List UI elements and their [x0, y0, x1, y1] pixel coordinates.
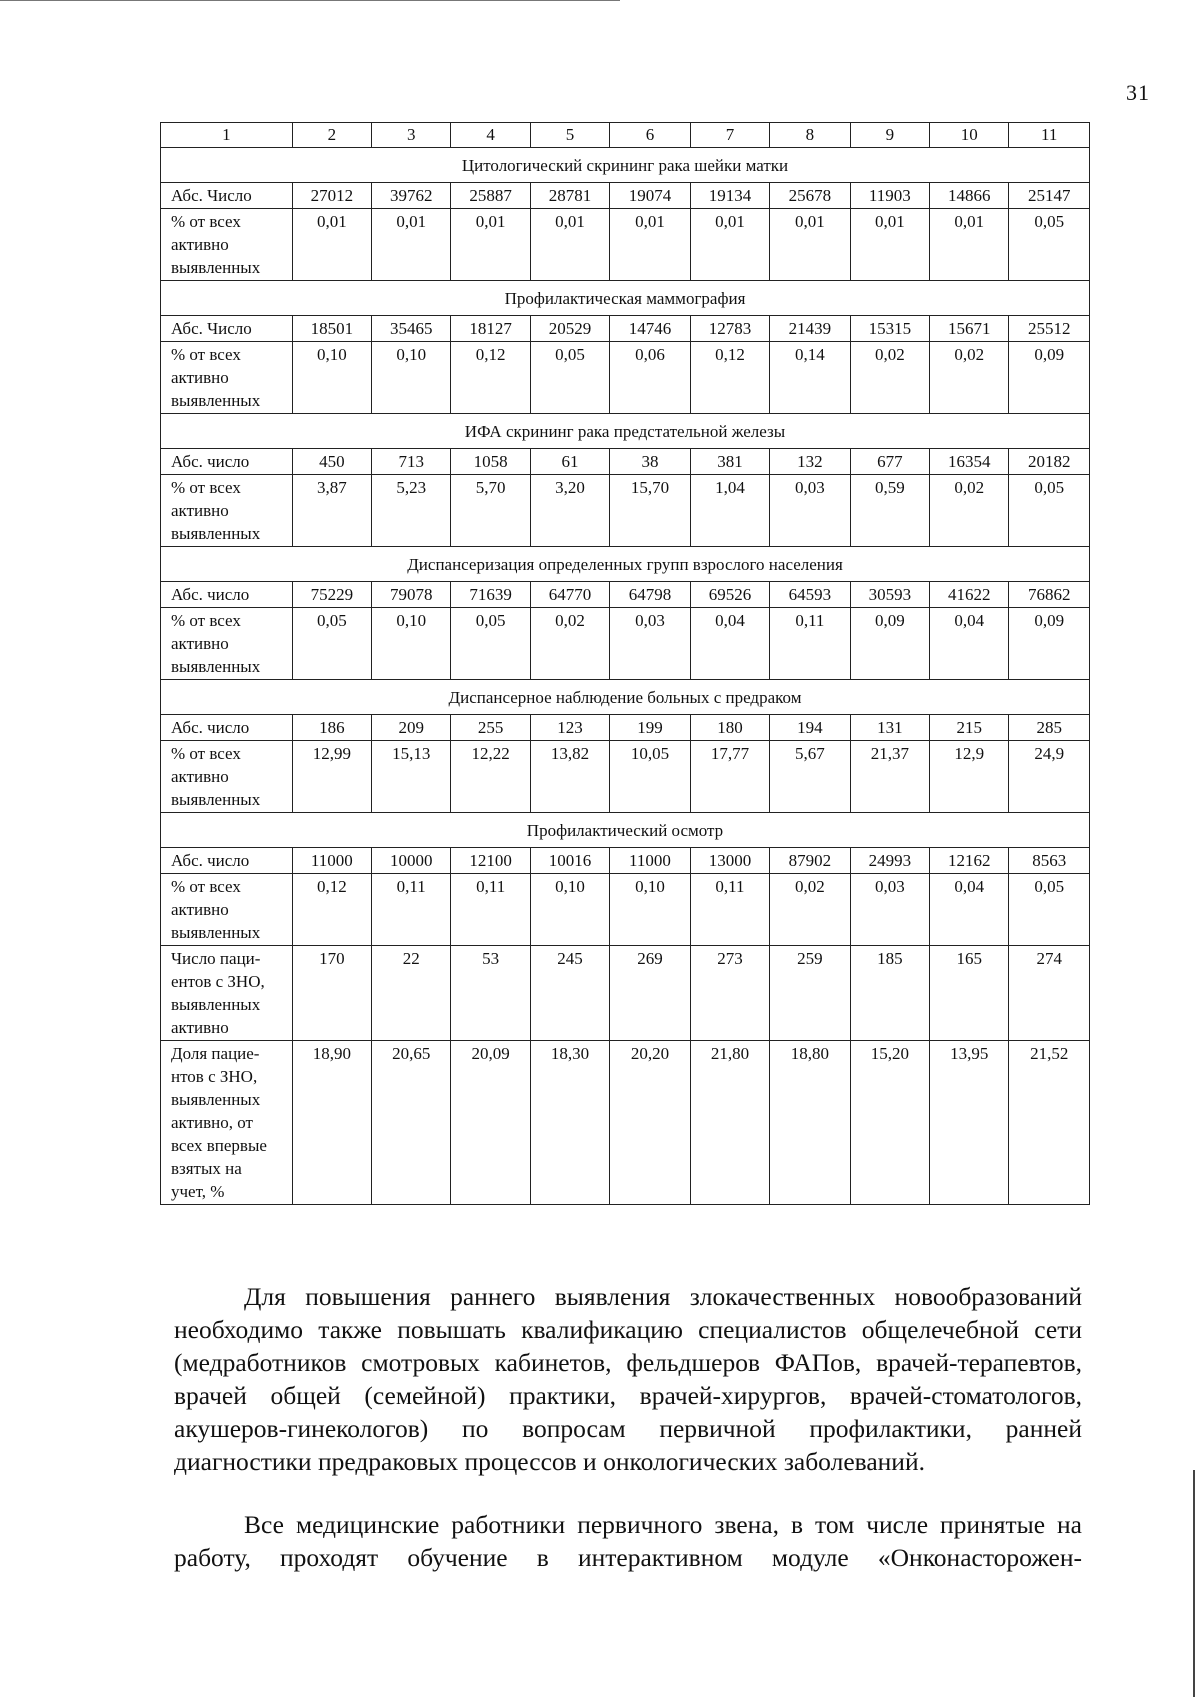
- table-cell: 0,11: [451, 874, 530, 946]
- table-row: [161, 741, 1090, 813]
- table-cell: 209: [372, 715, 451, 741]
- table-cell: 0,01: [451, 209, 530, 281]
- column-header: 4: [451, 123, 530, 148]
- column-header: 7: [690, 123, 769, 148]
- table-cell: 18127: [451, 316, 530, 342]
- table-cell: 215: [930, 715, 1009, 741]
- table-cell: 15,70: [610, 475, 690, 547]
- table-cell: 15315: [850, 316, 929, 342]
- row-label: Абс. Число: [161, 183, 293, 209]
- table-cell: 76862: [1009, 582, 1090, 608]
- right-edge-line: [1193, 1470, 1195, 1697]
- table-cell: 0,11: [372, 874, 451, 946]
- table-header-row: [161, 123, 1090, 148]
- table-cell: 38: [610, 449, 690, 475]
- table-cell: 381: [690, 449, 769, 475]
- row-label: % от всех активно выявленных: [161, 475, 293, 547]
- table-row: [161, 209, 1090, 281]
- table-row: [161, 582, 1090, 608]
- table-cell: 0,09: [1009, 608, 1090, 680]
- section-title: Цитологический скрининг рака шейки матки: [161, 148, 1090, 183]
- table-cell: 0,05: [1009, 209, 1090, 281]
- table-cell: 24993: [850, 848, 929, 874]
- table-cell: 12,22: [451, 741, 530, 813]
- section-title: Профилактический осмотр: [161, 813, 1090, 848]
- table-cell: 450: [292, 449, 371, 475]
- column-header: 2: [292, 123, 371, 148]
- table-cell: 0,04: [690, 608, 769, 680]
- table-cell: 12,99: [292, 741, 371, 813]
- table-cell: 0,02: [770, 874, 850, 946]
- row-label: % от всех активно выявленных: [161, 741, 293, 813]
- table-cell: 20,09: [451, 1041, 530, 1205]
- table-cell: 0,01: [610, 209, 690, 281]
- table-cell: 21,52: [1009, 1041, 1090, 1205]
- row-label: Абс. число: [161, 715, 293, 741]
- table-cell: 0,05: [1009, 475, 1090, 547]
- table-row: [161, 475, 1090, 547]
- table-cell: 64593: [770, 582, 850, 608]
- table-cell: 132: [770, 449, 850, 475]
- table-cell: 10000: [372, 848, 451, 874]
- table-cell: 0,01: [690, 209, 769, 281]
- table-cell: 5,23: [372, 475, 451, 547]
- table-cell: 677: [850, 449, 929, 475]
- table-cell: 79078: [372, 582, 451, 608]
- table-cell: 180: [690, 715, 769, 741]
- table-cell: 27012: [292, 183, 371, 209]
- table-cell: 0,02: [850, 342, 929, 414]
- table-cell: 0,01: [850, 209, 929, 281]
- table-cell: 12100: [451, 848, 530, 874]
- table-cell: 131: [850, 715, 929, 741]
- row-label: Абс. Число: [161, 316, 293, 342]
- table-cell: 0,10: [372, 342, 451, 414]
- section-title: ИФА скрининг рака предстательной железы: [161, 414, 1090, 449]
- table-cell: 22: [372, 946, 451, 1041]
- table-cell: 69526: [690, 582, 769, 608]
- column-header: 8: [770, 123, 850, 148]
- table-cell: 13,82: [530, 741, 609, 813]
- table-cell: 170: [292, 946, 371, 1041]
- table-cell: 14746: [610, 316, 690, 342]
- table-cell: 13,95: [930, 1041, 1009, 1205]
- table-cell: 0,12: [451, 342, 530, 414]
- table-cell: 25512: [1009, 316, 1090, 342]
- table-cell: 0,59: [850, 475, 929, 547]
- column-header: 5: [530, 123, 609, 148]
- table-cell: 0,05: [292, 608, 371, 680]
- table-cell: 41622: [930, 582, 1009, 608]
- page-number: 31: [1126, 80, 1150, 105]
- table-cell: 255: [451, 715, 530, 741]
- column-header: 10: [930, 123, 1009, 148]
- table-cell: 64798: [610, 582, 690, 608]
- summary-row: [161, 946, 1090, 1041]
- table-cell: 0,11: [690, 874, 769, 946]
- table-cell: 0,05: [1009, 874, 1090, 946]
- table-cell: 11903: [850, 183, 929, 209]
- section-title-row: [161, 813, 1090, 848]
- table-cell: 21439: [770, 316, 850, 342]
- table-cell: 194: [770, 715, 850, 741]
- table-cell: 21,80: [690, 1041, 769, 1205]
- table-cell: 259: [770, 946, 850, 1041]
- table-cell: 0,04: [930, 608, 1009, 680]
- table-row: [161, 608, 1090, 680]
- table-cell: 17,77: [690, 741, 769, 813]
- table-cell: 0,02: [530, 608, 609, 680]
- table-cell: 12162: [930, 848, 1009, 874]
- table-cell: 285: [1009, 715, 1090, 741]
- table-cell: 1,04: [690, 475, 769, 547]
- table-cell: 186: [292, 715, 371, 741]
- table-cell: 274: [1009, 946, 1090, 1041]
- table-cell: 64770: [530, 582, 609, 608]
- table-cell: 199: [610, 715, 690, 741]
- table-cell: 20,65: [372, 1041, 451, 1205]
- table-cell: 0,10: [292, 342, 371, 414]
- row-label: Абс. число: [161, 449, 293, 475]
- table-cell: 269: [610, 946, 690, 1041]
- table-cell: 19134: [690, 183, 769, 209]
- table-cell: 15,20: [850, 1041, 929, 1205]
- table-cell: 10,05: [610, 741, 690, 813]
- table-cell: 0,01: [372, 209, 451, 281]
- table-cell: 71639: [451, 582, 530, 608]
- table-cell: 8563: [1009, 848, 1090, 874]
- section-title: Профилактическая маммография: [161, 281, 1090, 316]
- table-cell: 20182: [1009, 449, 1090, 475]
- table-cell: 0,01: [770, 209, 850, 281]
- table-cell: 16354: [930, 449, 1009, 475]
- table-cell: 15,13: [372, 741, 451, 813]
- table-cell: 0,12: [292, 874, 371, 946]
- table-cell: 185: [850, 946, 929, 1041]
- table-cell: 87902: [770, 848, 850, 874]
- table-cell: 30593: [850, 582, 929, 608]
- section-title: Диспансеризация определенных групп взрослого населения: [161, 547, 1090, 582]
- table-cell: 273: [690, 946, 769, 1041]
- table-cell: 28781: [530, 183, 609, 209]
- top-edge-line: [0, 0, 620, 1]
- table-cell: 0,09: [850, 608, 929, 680]
- column-header: 6: [610, 123, 690, 148]
- table-cell: 11000: [292, 848, 371, 874]
- table-row: [161, 183, 1090, 209]
- table-cell: 0,05: [451, 608, 530, 680]
- table-cell: 0,09: [1009, 342, 1090, 414]
- table-cell: 0,11: [770, 608, 850, 680]
- section-title-row: [161, 680, 1090, 715]
- table-cell: 12,9: [930, 741, 1009, 813]
- table-cell: 61: [530, 449, 609, 475]
- column-header: 3: [372, 123, 451, 148]
- table-row: [161, 874, 1090, 946]
- section-title-row: [161, 281, 1090, 316]
- summary-row: [161, 1041, 1090, 1205]
- statistics-table: [160, 122, 1090, 1205]
- row-label: Число паци- ентов с ЗНО, выявленных активно: [161, 946, 293, 1041]
- table-cell: 15671: [930, 316, 1009, 342]
- column-header: 11: [1009, 123, 1090, 148]
- table-cell: 11000: [610, 848, 690, 874]
- table-cell: 0,06: [610, 342, 690, 414]
- table-cell: 0,01: [530, 209, 609, 281]
- table-cell: 25887: [451, 183, 530, 209]
- paragraph-1: Для повышения раннего выявления злокачественных новообразований необходимо также повышать квалификацию специалистов общелечебной сети (медработников смотровых кабинетов, фельдшеров ФАПов, врачей-терапевтов, врачей общей (семейной) практики, врачей-хирургов, врачей-стоматологов, акушеров-гинекологов) по вопросам первичной профилактики, ранней диагностики предраковых процессов и онкологических заболеваний.: [174, 1282, 1082, 1476]
- table-cell: 0,01: [930, 209, 1009, 281]
- table-cell: 5,70: [451, 475, 530, 547]
- table-cell: 713: [372, 449, 451, 475]
- section-title: Диспансерное наблюдение больных с предраком: [161, 680, 1090, 715]
- table-cell: 13000: [690, 848, 769, 874]
- row-label: % от всех активно выявленных: [161, 874, 293, 946]
- table-cell: 123: [530, 715, 609, 741]
- table-cell: 0,10: [372, 608, 451, 680]
- table-cell: 0,10: [530, 874, 609, 946]
- table-cell: 25678: [770, 183, 850, 209]
- table-cell: 35465: [372, 316, 451, 342]
- table-row: [161, 848, 1090, 874]
- table-cell: 18,30: [530, 1041, 609, 1205]
- row-label: Доля пацие- нтов с ЗНО, выявленных активно, от всех впервые взятых на учет, %: [161, 1041, 293, 1205]
- row-label: Абс. число: [161, 848, 293, 874]
- table-cell: 10016: [530, 848, 609, 874]
- column-header: 9: [850, 123, 929, 148]
- table-cell: 20529: [530, 316, 609, 342]
- table-cell: 3,20: [530, 475, 609, 547]
- table-cell: 1058: [451, 449, 530, 475]
- table-cell: 0,14: [770, 342, 850, 414]
- table-cell: 14866: [930, 183, 1009, 209]
- table-cell: 19074: [610, 183, 690, 209]
- table-row: [161, 316, 1090, 342]
- table-cell: 18,90: [292, 1041, 371, 1205]
- table-cell: 39762: [372, 183, 451, 209]
- table-row: [161, 449, 1090, 475]
- section-title-row: [161, 414, 1090, 449]
- column-header: 1: [161, 123, 293, 148]
- table-row: [161, 342, 1090, 414]
- section-title-row: [161, 547, 1090, 582]
- table-row: [161, 715, 1090, 741]
- table-cell: 0,03: [850, 874, 929, 946]
- table-cell: 3,87: [292, 475, 371, 547]
- row-label: Абс. число: [161, 582, 293, 608]
- table-cell: 18,80: [770, 1041, 850, 1205]
- table-cell: 0,01: [292, 209, 371, 281]
- table-cell: 25147: [1009, 183, 1090, 209]
- table-cell: 0,03: [610, 608, 690, 680]
- section-title-row: [161, 148, 1090, 183]
- table-cell: 75229: [292, 582, 371, 608]
- table-cell: 0,10: [610, 874, 690, 946]
- table-cell: 5,67: [770, 741, 850, 813]
- table-cell: 245: [530, 946, 609, 1041]
- table-cell: 24,9: [1009, 741, 1090, 813]
- table-cell: 12783: [690, 316, 769, 342]
- row-label: % от всех активно выявленных: [161, 342, 293, 414]
- table-cell: 0,04: [930, 874, 1009, 946]
- table-cell: 0,12: [690, 342, 769, 414]
- paragraph-2: Все медицинские работники первичного звена, в том числе принятые на работу, проходят обучение в интерактивном модуле «Онконасторожен-: [174, 1510, 1082, 1572]
- table-cell: 0,05: [530, 342, 609, 414]
- table-cell: 20,20: [610, 1041, 690, 1205]
- row-label: % от всех активно выявленных: [161, 608, 293, 680]
- table-cell: 21,37: [850, 741, 929, 813]
- table-cell: 18501: [292, 316, 371, 342]
- table-cell: 53: [451, 946, 530, 1041]
- table-cell: 165: [930, 946, 1009, 1041]
- table-cell: 0,03: [770, 475, 850, 547]
- row-label: % от всех активно выявленных: [161, 209, 293, 281]
- table-cell: 0,02: [930, 475, 1009, 547]
- table-cell: 0,02: [930, 342, 1009, 414]
